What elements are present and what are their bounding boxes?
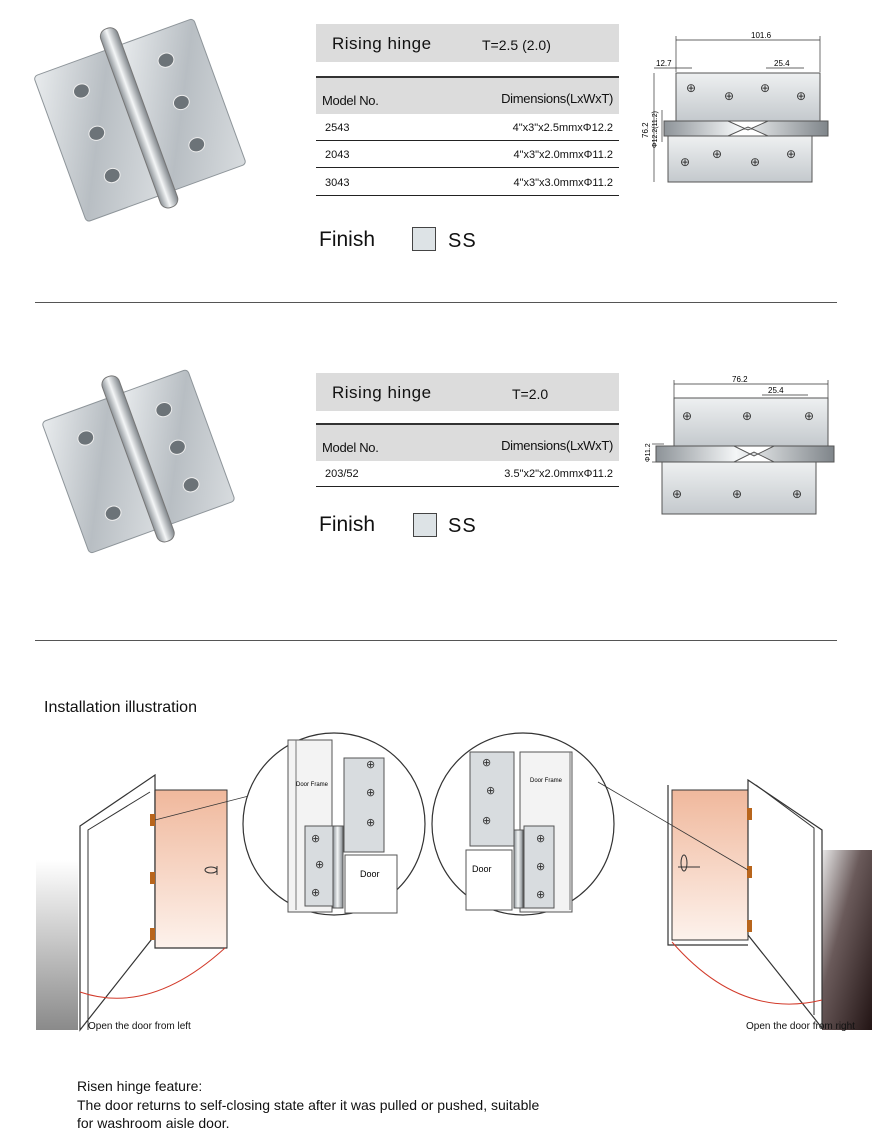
- product-2-table-header: [316, 423, 619, 461]
- svg-text:⊕: ⊕: [536, 860, 546, 873]
- svg-text:⊕: ⊕: [315, 858, 325, 871]
- feature-line-1: The door returns to self-closing state after it was pulled or pushed, suitable: [77, 1097, 540, 1113]
- svg-text:⊕: ⊕: [311, 886, 321, 899]
- svg-text:⊕: ⊕: [680, 155, 691, 169]
- hinge-marker: [747, 920, 752, 932]
- left-door-open: [80, 775, 155, 1030]
- finish-label: Finish: [319, 228, 376, 251]
- svg-text:⊕: ⊕: [366, 816, 376, 829]
- right-wall: [822, 850, 872, 1030]
- svg-text:⊕: ⊕: [786, 147, 797, 161]
- dim-pin: Φ12.2(11.2): [652, 111, 659, 148]
- left-wall: [36, 860, 78, 1030]
- right-door-open: [748, 780, 822, 1028]
- left-caption: Open the door from left: [88, 1021, 191, 1032]
- zoom-right-door-label: Door: [472, 864, 492, 874]
- svg-text:⊕: ⊕: [742, 409, 753, 423]
- svg-text:⊕: ⊕: [804, 409, 815, 423]
- model-cell: 2543: [325, 122, 350, 134]
- hinge-marker: [150, 928, 155, 940]
- svg-text:⊕: ⊕: [536, 888, 546, 901]
- finish-value: SS: [448, 515, 477, 537]
- model-cell: 3043: [325, 177, 350, 189]
- dimensions-cell: 4"x3"x2.5mmxΦ12.2: [512, 122, 613, 134]
- model-cell: 203/52: [325, 468, 359, 480]
- model-cell: 2043: [325, 149, 350, 161]
- product-1-header: [316, 24, 619, 62]
- product-2-title: Rising hinge: [332, 383, 432, 402]
- left-door-frame: [155, 790, 227, 948]
- dim-width: 101.6: [751, 31, 772, 40]
- svg-text:⊕: ⊕: [712, 147, 723, 161]
- dim-height: 76.2: [641, 122, 650, 138]
- svg-text:⊕: ⊕: [482, 814, 492, 827]
- dim-spacing: 25.4: [768, 386, 784, 395]
- feature-title: Risen hinge feature:: [77, 1078, 203, 1094]
- model-column-header: Model No.: [322, 440, 379, 455]
- product-1-title: Rising hinge: [332, 34, 432, 53]
- svg-text:⊕: ⊕: [672, 487, 683, 501]
- section-divider: [35, 640, 837, 641]
- section-divider: [35, 302, 837, 303]
- svg-text:⊕: ⊕: [750, 155, 761, 169]
- svg-text:⊕: ⊕: [366, 786, 376, 799]
- hinge-marker: [747, 808, 752, 820]
- hinge-marker: [747, 866, 752, 878]
- svg-text:⊕: ⊕: [682, 409, 693, 423]
- model-column-header: Model No.: [322, 93, 379, 108]
- finish-swatch-ss: [412, 227, 436, 251]
- svg-text:⊕: ⊕: [760, 81, 771, 95]
- product-1-table-header: [316, 76, 619, 114]
- zoom-left-frame-label: Door Frame: [296, 782, 329, 788]
- svg-text:⊕: ⊕: [724, 89, 735, 103]
- table-row: [316, 114, 619, 141]
- right-caption: Open the door from right: [746, 1021, 855, 1032]
- installation-heading: Installation illustration: [44, 699, 197, 716]
- product-2-spec: T=2.0: [512, 386, 549, 402]
- finish-label: Finish: [319, 513, 376, 536]
- right-door-frame: [672, 790, 748, 940]
- svg-text:⊕: ⊕: [686, 81, 697, 95]
- svg-text:⊕: ⊕: [732, 487, 743, 501]
- product-1-spec: T=2.5 (2.0): [482, 37, 551, 53]
- dimensions-cell: 3.5"x2"x2.0mmxΦ11.2: [504, 468, 613, 480]
- hinge-photo-1: [25, 12, 260, 227]
- technical-drawing-2: [640, 370, 840, 520]
- svg-text:⊕: ⊕: [482, 756, 492, 769]
- svg-text:⊕: ⊕: [311, 832, 321, 845]
- dimensions-cell: 4"x3"x2.0mmxΦ11.2: [513, 149, 613, 161]
- installation-illustration: [0, 730, 872, 1040]
- svg-text:⊕: ⊕: [486, 784, 496, 797]
- dimensions-column-header: Dimensions(LxWxT): [501, 438, 613, 453]
- product-2-header: [316, 373, 619, 411]
- svg-text:⊕: ⊕: [536, 832, 546, 845]
- finish-swatch-ss: [413, 513, 437, 537]
- table-row: [316, 169, 619, 196]
- zoom-left-door-label: Door: [360, 869, 380, 879]
- dim-pin: Φ11.2: [645, 443, 652, 462]
- hinge-marker: [150, 814, 155, 826]
- hinge-marker: [150, 872, 155, 884]
- dimensions-column-header: Dimensions(LxWxT): [501, 91, 613, 106]
- table-row: [316, 460, 619, 487]
- feature-line-2: for washroom aisle door.: [77, 1115, 230, 1131]
- dimensions-cell: 4"x3"x3.0mmxΦ11.2: [513, 177, 613, 189]
- svg-text:⊕: ⊕: [792, 487, 803, 501]
- dim-spacing: 25.4: [774, 59, 790, 68]
- table-row: [316, 141, 619, 168]
- dim-width: 76.2: [732, 375, 748, 384]
- technical-drawing-1: [638, 30, 838, 190]
- hinge-photo-2: [25, 360, 260, 555]
- dim-offset: 12.7: [656, 59, 672, 68]
- svg-text:⊕: ⊕: [796, 89, 807, 103]
- svg-text:⊕: ⊕: [366, 758, 376, 771]
- zoom-right-frame-label: Door Frame: [530, 778, 563, 784]
- finish-value: SS: [448, 230, 477, 252]
